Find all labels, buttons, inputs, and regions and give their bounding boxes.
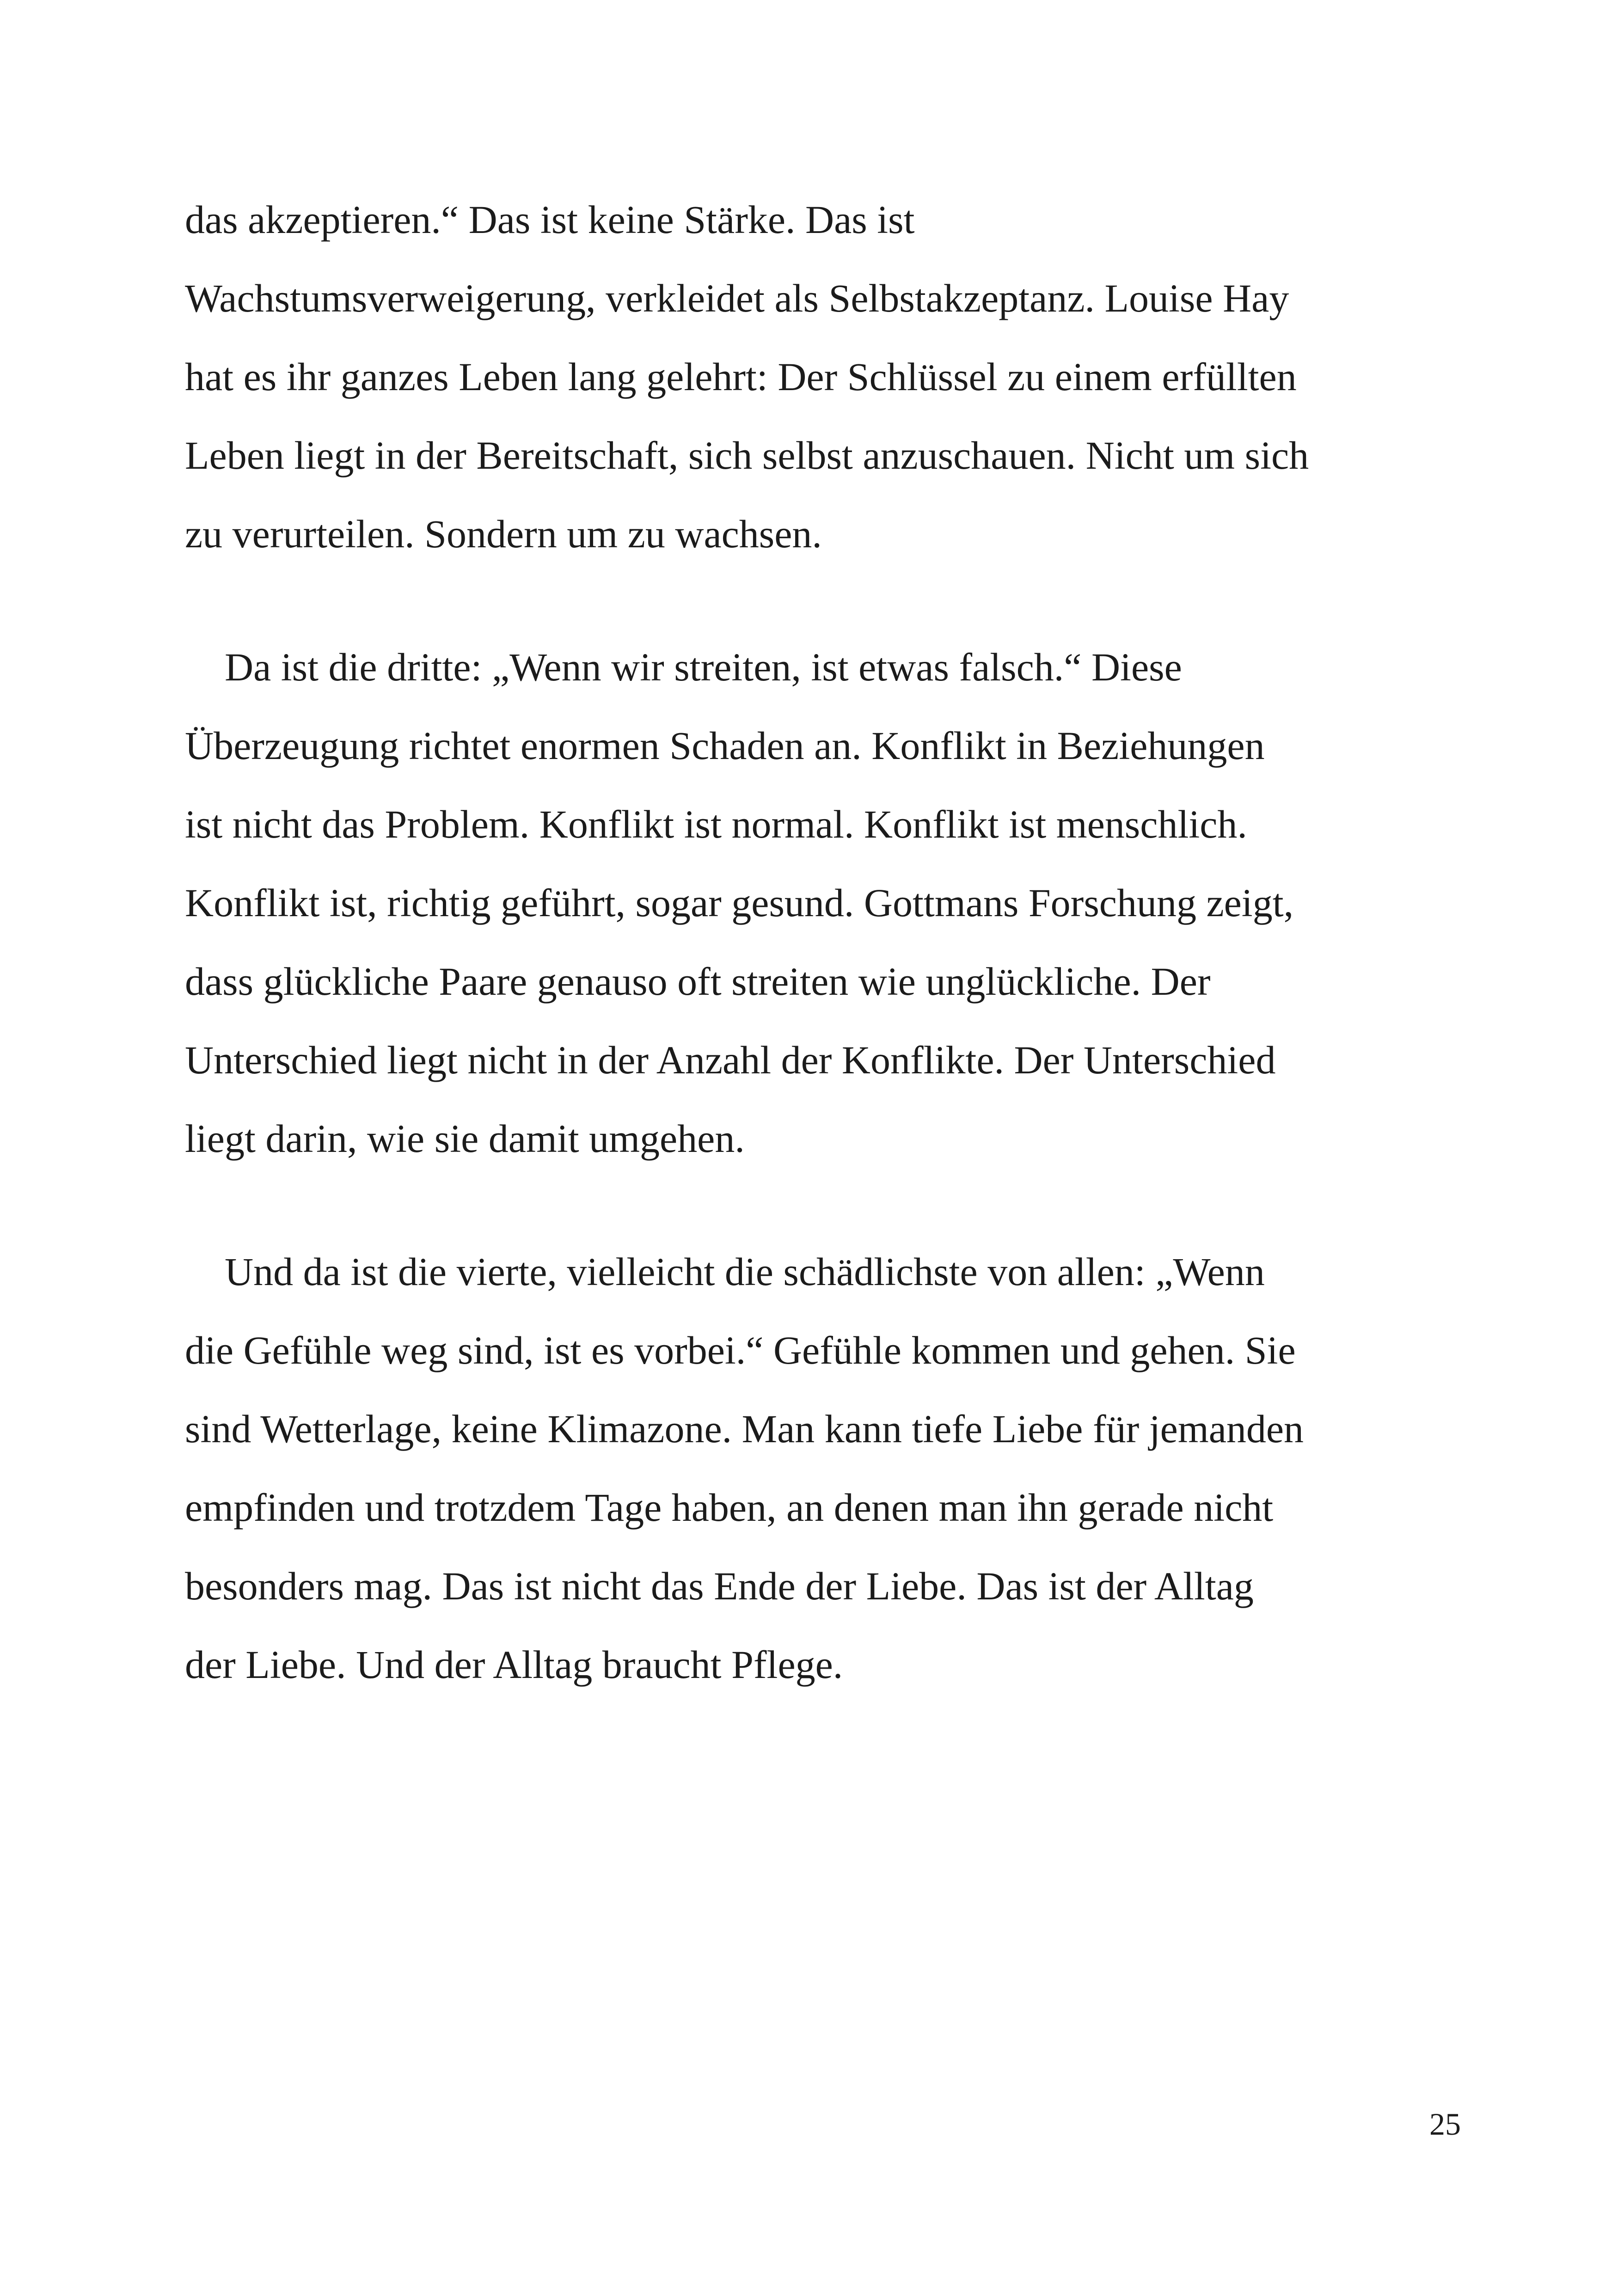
- text-line: Wachstumsverweigerung, verkleidet als Selbstakzeptanz. Louise Hay: [185, 276, 1289, 320]
- paragraph-2: [185, 628, 1461, 1178]
- text-line: das akzeptieren.“ Das ist keine Stärke. Das ist: [185, 197, 915, 242]
- text-line: zu verurteilen. Sondern um zu wachsen.: [185, 512, 822, 556]
- paragraph-3: [185, 1232, 1461, 1704]
- text-line: liegt darin, wie sie damit umgehen.: [185, 1116, 745, 1161]
- text-line: Und da ist die vierte, vielleicht die schädlichste von allen: „Wenn: [185, 1249, 1265, 1294]
- text-line: besonders mag. Das ist nicht das Ende der Liebe. Das ist der Alltag: [185, 1564, 1254, 1608]
- paragraph-spacing: [185, 573, 1461, 628]
- page-number: 25: [1429, 2106, 1461, 2142]
- text-line: Konflikt ist, richtig geführt, sogar gesund. Gottmans Forschung zeigt,: [185, 881, 1294, 925]
- text-line: Da ist die dritte: „Wenn wir streiten, ist etwas falsch.“ Diese: [185, 645, 1182, 689]
- text-line: dass glückliche Paare genauso oft streiten wie unglückliche. Der: [185, 959, 1211, 1004]
- text-line: Unterschied liegt nicht in der Anzahl der Konflikte. Der Unterschied: [185, 1038, 1276, 1082]
- text-line: Überzeugung richtet enormen Schaden an. Konflikt in Beziehungen: [185, 723, 1265, 768]
- text-line: der Liebe. Und der Alltag braucht Pflege.: [185, 1642, 843, 1687]
- body-text: [185, 180, 1461, 1704]
- paragraph-1: [185, 180, 1461, 573]
- text-line: empfinden und trotzdem Tage haben, an denen man ihn gerade nicht: [185, 1485, 1274, 1530]
- text-line: sind Wetterlage, keine Klimazone. Man kann tiefe Liebe für jemanden: [185, 1407, 1304, 1451]
- paragraph-spacing: [185, 1178, 1461, 1232]
- text-line: Leben liegt in der Bereitschaft, sich selbst anzuschauen. Nicht um sich: [185, 433, 1309, 478]
- text-line: hat es ihr ganzes Leben lang gelehrt: Der Schlüssel zu einem erfüllten: [185, 355, 1297, 399]
- text-line: ist nicht das Problem. Konflikt ist normal. Konflikt ist menschlich.: [185, 802, 1247, 846]
- text-line: die Gefühle weg sind, ist es vorbei.“ Gefühle kommen und gehen. Sie: [185, 1328, 1296, 1372]
